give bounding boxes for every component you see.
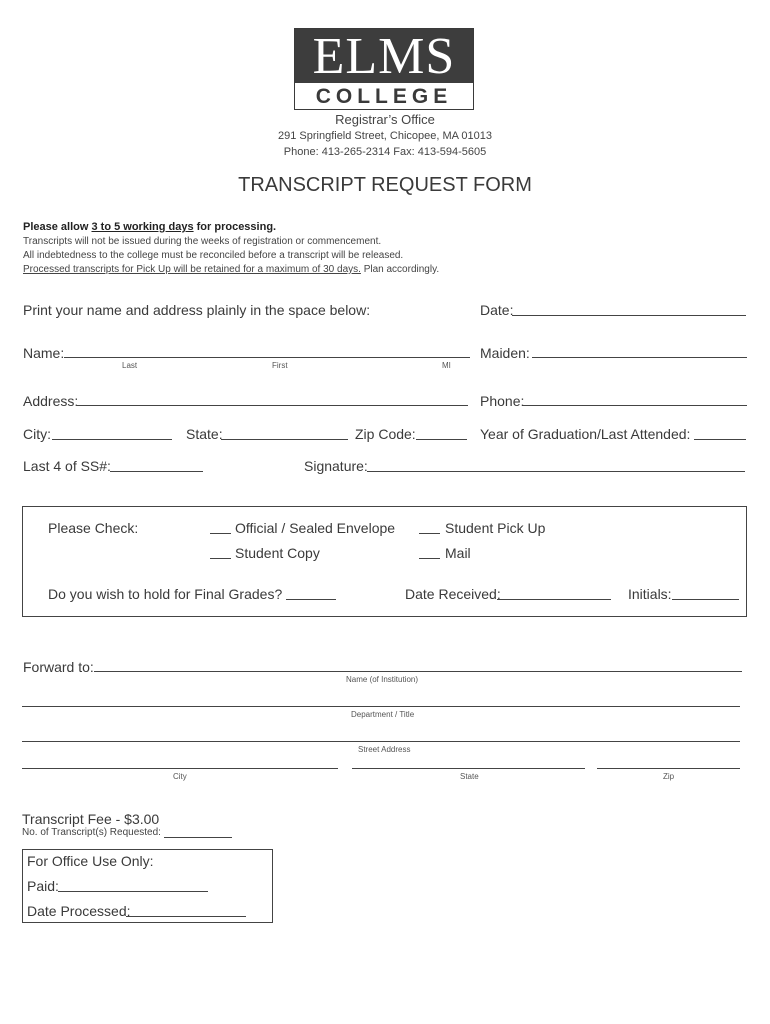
please-check-label: Please Check: [48,520,139,536]
elms-college-logo [294,28,474,110]
paid-label: Paid: [27,878,59,894]
maiden-field[interactable] [532,357,747,358]
institution-name-field[interactable] [94,671,742,672]
name-label: Name: [23,345,65,361]
logo-text-elms: ELMS [295,29,473,83]
forward-city-field[interactable] [22,768,338,769]
name-mi-caption: MI [442,361,451,370]
forward-state-caption: State [460,772,479,781]
office-address: 291 Springfield Street, Chicopee, MA 01013 [277,130,493,142]
street-address-field[interactable] [22,741,740,742]
address-field[interactable] [76,405,468,406]
allow-suffix: for processing. [193,221,277,233]
signature-field[interactable] [367,471,745,472]
institution-name-caption: Name (of Institution) [346,675,419,684]
initials-label: Initials: [628,586,672,602]
form-title: TRANSCRIPT REQUEST FORM [238,174,532,196]
ss-last4-label: Last 4 of SS#: [23,458,111,474]
name-last-caption: Last [122,361,138,370]
address-label: Address: [23,393,79,409]
ss-last4-field[interactable] [110,471,203,472]
hold-grades-label: Do you wish to hold for Final Grades? [48,586,283,602]
name-first-caption: First [272,361,288,370]
date-label: Date: [480,302,514,318]
department-title-field[interactable] [22,706,740,707]
graduation-year-field[interactable] [694,439,746,440]
state-label: State: [186,426,223,442]
city-field[interactable] [52,439,172,440]
student-copy-checkbox[interactable] [210,558,231,559]
initials-field[interactable] [672,599,739,600]
office-phone: Phone: 413-265-2314 Fax: 413-594-5605 [283,146,487,158]
print-instruction: Print your name and address plainly in the space below: [23,302,371,318]
date-received-field[interactable] [497,599,611,600]
student-pickup-label: Student Pick Up [445,520,546,536]
forward-zip-caption: Zip [663,772,675,781]
forward-state-field[interactable] [352,768,585,769]
notice-registration: Transcripts will not be issued during the weeks of registration or commencement. [23,236,382,247]
city-label: City: [23,426,51,442]
department-title-caption: Department / Title [351,710,415,719]
notice-retention-underlined: Processed transcripts for Pick Up will be retained for a maximum of 30 days. [23,264,361,275]
date-processed-field[interactable] [126,916,246,917]
graduation-year-label: Year of Graduation/Last Attended: [480,426,691,442]
forward-zip-field[interactable] [597,768,740,769]
registrar-office: Registrar’s Office [335,112,435,127]
street-address-caption: Street Address [358,745,411,754]
mail-label: Mail [445,545,471,561]
official-envelope-label: Official / Sealed Envelope [235,520,396,536]
logo-text-college: COLLEGE [315,85,453,108]
date-received-label: Date Received: [405,586,501,602]
name-field[interactable] [64,357,470,358]
zip-code-field[interactable] [416,439,467,440]
notice-pickup-retention [23,264,439,275]
phone-field[interactable] [523,405,747,406]
hold-grades-field[interactable] [286,599,336,600]
allow-days: 3 to 5 working days [91,221,194,233]
forward-city-caption: City [173,772,187,781]
official-envelope-checkbox[interactable] [210,533,231,534]
date-field[interactable] [512,315,746,316]
mail-checkbox[interactable] [419,558,440,559]
zip-code-label: Zip Code: [355,426,416,442]
transcript-count-label: No. of Transcript(s) Requested: [22,827,161,838]
paid-field[interactable] [58,891,208,892]
student-pickup-checkbox[interactable] [419,533,440,534]
phone-label: Phone: [480,393,525,409]
student-copy-label: Student Copy [235,545,320,561]
maiden-label: Maiden: [480,345,530,361]
transcript-fee: Transcript Fee - $3.00 [22,811,160,827]
office-use-title: For Office Use Only: [27,853,154,869]
allow-prefix: Please allow [23,221,92,233]
signature-label: Signature: [304,458,368,474]
notice-indebtedness: All indebtedness to the college must be reconciled before a transcript will be released. [23,250,404,261]
transcript-count-field[interactable] [164,837,232,838]
notice-plan: Plan accordingly. [360,264,440,275]
processing-notice [23,221,276,233]
forward-to-label: Forward to: [23,659,94,675]
date-processed-label: Date Processed: [27,903,131,919]
state-field[interactable] [221,439,348,440]
